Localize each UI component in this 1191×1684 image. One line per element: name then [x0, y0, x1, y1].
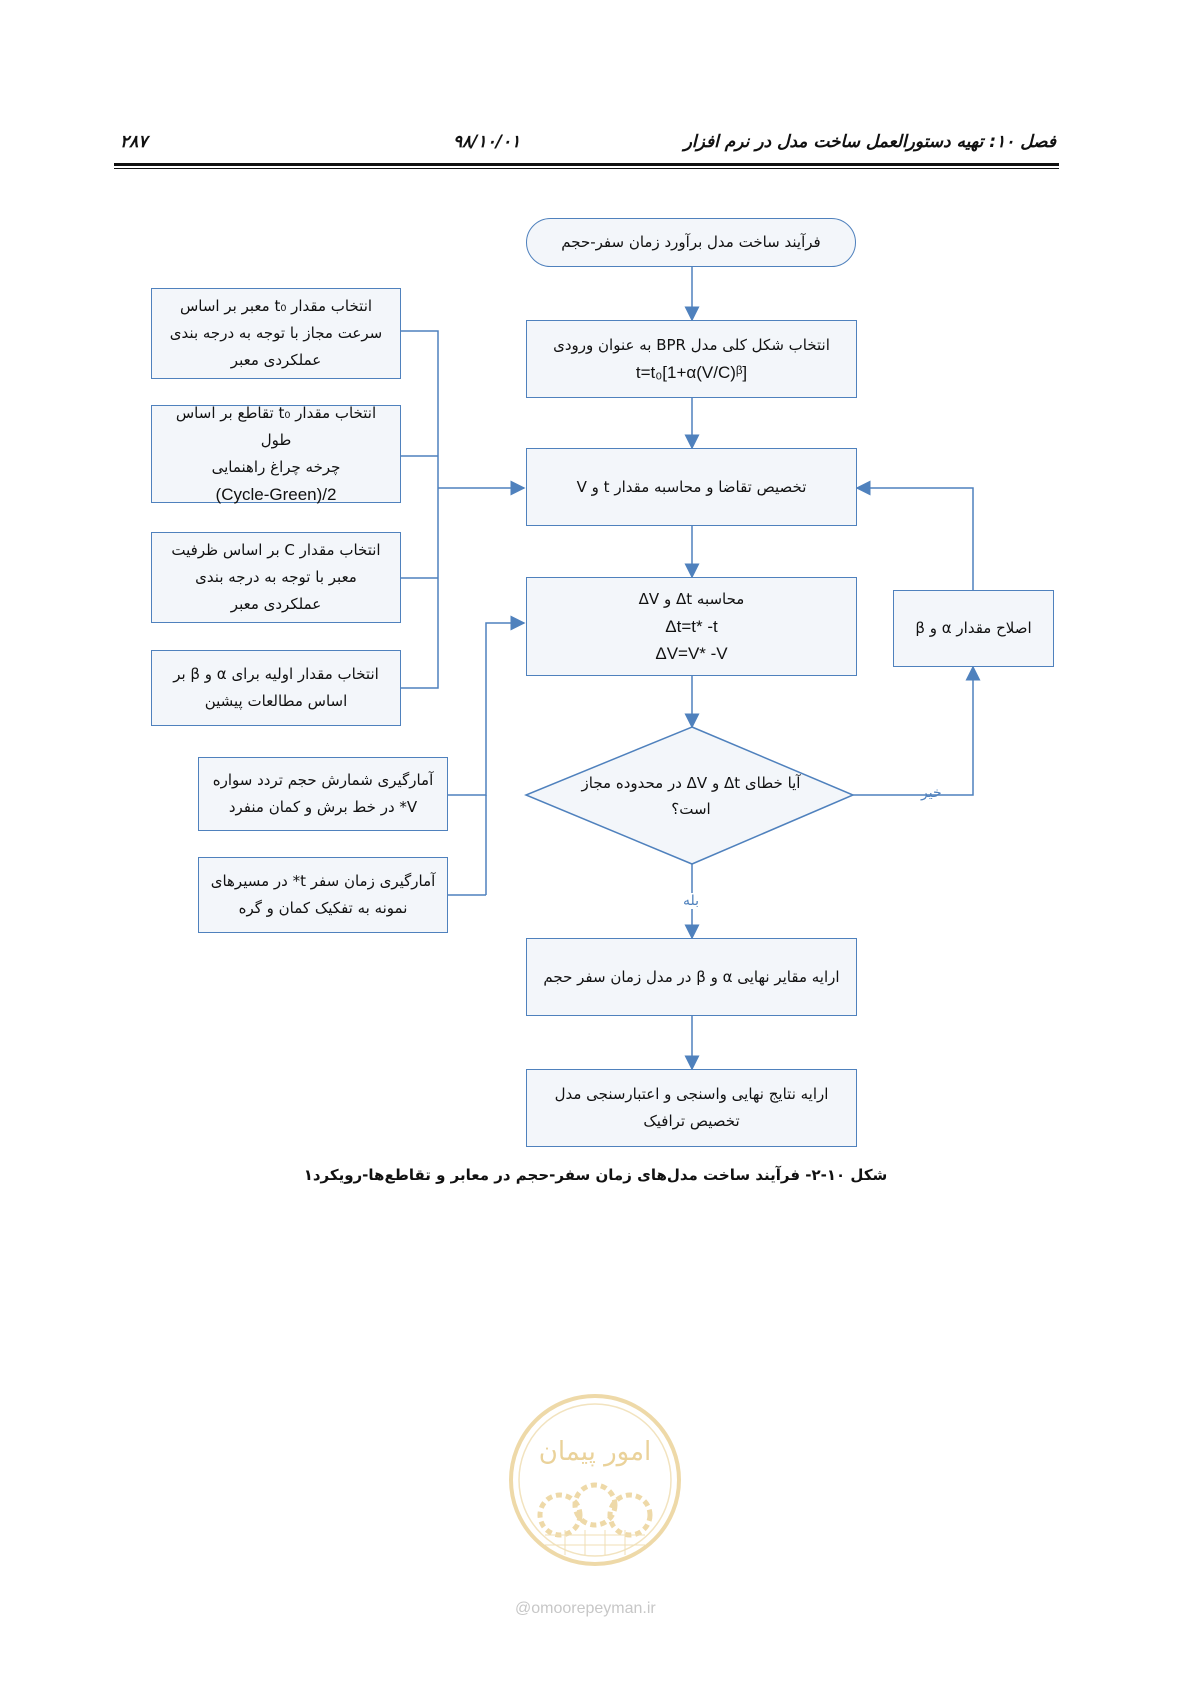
- input-line: V* در خط برش و کمان منفرد: [228, 798, 418, 816]
- delta-v-eq: ΔV=V* -V: [655, 644, 728, 663]
- error-calc-title: محاسبه Δt و ΔV: [638, 590, 745, 608]
- correction-text: اصلاح مقدار α و β: [915, 619, 1032, 637]
- yes-label: بله: [683, 893, 700, 909]
- input-line: عملکردی معبر: [230, 595, 322, 613]
- decision-line-2: است؟: [671, 800, 711, 818]
- figure-caption: شکل ۱۰-۲- فرآیند ساخت مدل‌های زمان سفر-حجم در معابر و تقاطع‌ها-رویکرد۱: [303, 1166, 888, 1184]
- error-calc-box: [526, 577, 857, 676]
- correction-box: [893, 590, 1054, 667]
- input-line: نمونه به تفکیک کمان و گره: [238, 899, 408, 917]
- header-date: ۹۸/۱۰/۰۱: [453, 132, 521, 152]
- decision-line-1: آیا خطای Δt و ΔV در محدوده مجاز: [581, 774, 801, 792]
- bpr-model-box: [526, 320, 857, 398]
- input-line: چرخه چراغ راهنمایی: [211, 458, 341, 476]
- delta-t-eq: Δt=t* -t: [665, 617, 718, 636]
- bpr-equation: t=t₀[1+α(V/C)ᵝ]: [635, 363, 748, 382]
- input-alpha-beta: [151, 650, 401, 726]
- page-number: ۲۸۷: [120, 132, 148, 152]
- watermark-logo: [505, 1390, 685, 1570]
- bpr-text: انتخاب شکل کلی مدل BPR به عنوان ورودی: [553, 336, 830, 354]
- input-line: سرعت مجاز با توجه به درجه بندی: [169, 324, 383, 342]
- start-text: فرآیند ساخت مدل برآورد زمان سفر-حجم: [561, 233, 821, 251]
- watermark-url: @omoorepeyman.ir: [515, 1600, 656, 1617]
- final-params-text: ارایه مقایر نهایی α و β در مدل زمان سفر حجم: [543, 967, 840, 986]
- decision-text: [560, 765, 822, 827]
- assignment-box: [526, 448, 857, 526]
- input-line: آمارگیری زمان سفر t* در مسیرهای: [210, 872, 436, 890]
- final-params-box: [526, 938, 857, 1016]
- input-t0-link: [151, 288, 401, 379]
- input-line: عملکردی معبر: [230, 351, 322, 369]
- input-line: آمارگیری شمارش حجم تردد سواره: [212, 771, 434, 789]
- input-line: معبر با توجه به درجه بندی: [195, 568, 357, 586]
- input-volume-count: [198, 757, 448, 831]
- input-line: اساس مطالعات پیشین: [204, 692, 348, 710]
- no-label: خیر: [921, 785, 942, 801]
- input-line: انتخاب مقدار t₀ معبر بر اساس: [179, 297, 373, 315]
- start-terminal: [526, 218, 856, 267]
- final-results-line-1: ارایه نتایج نهایی واسنجی و اعتبارسنجی مدل: [554, 1085, 829, 1103]
- input-line: انتخاب مقدار اولیه برای α و β بر: [173, 665, 379, 683]
- input-line: انتخاب مقدار C بر اساس ظرفیت: [171, 541, 381, 559]
- input-capacity: [151, 532, 401, 623]
- input-line: انتخاب مقدار t₀ تقاطع بر اساس طول: [175, 404, 377, 449]
- final-results-line-2: تخصیص ترافیک: [643, 1112, 740, 1130]
- watermark-logo-text: امور پیمان: [538, 1437, 652, 1467]
- final-results-box: [526, 1069, 857, 1147]
- chapter-title: فصل ۱۰: تهیه دستورالعمل ساخت مدل در نرم افزار: [683, 132, 1056, 152]
- assignment-text: تخصیص تقاضا و محاسبه مقدار t و V: [576, 477, 807, 496]
- input-line: (Cycle-Green)/2: [215, 485, 337, 504]
- input-t0-intersection: [151, 405, 401, 503]
- input-travel-time: [198, 857, 448, 933]
